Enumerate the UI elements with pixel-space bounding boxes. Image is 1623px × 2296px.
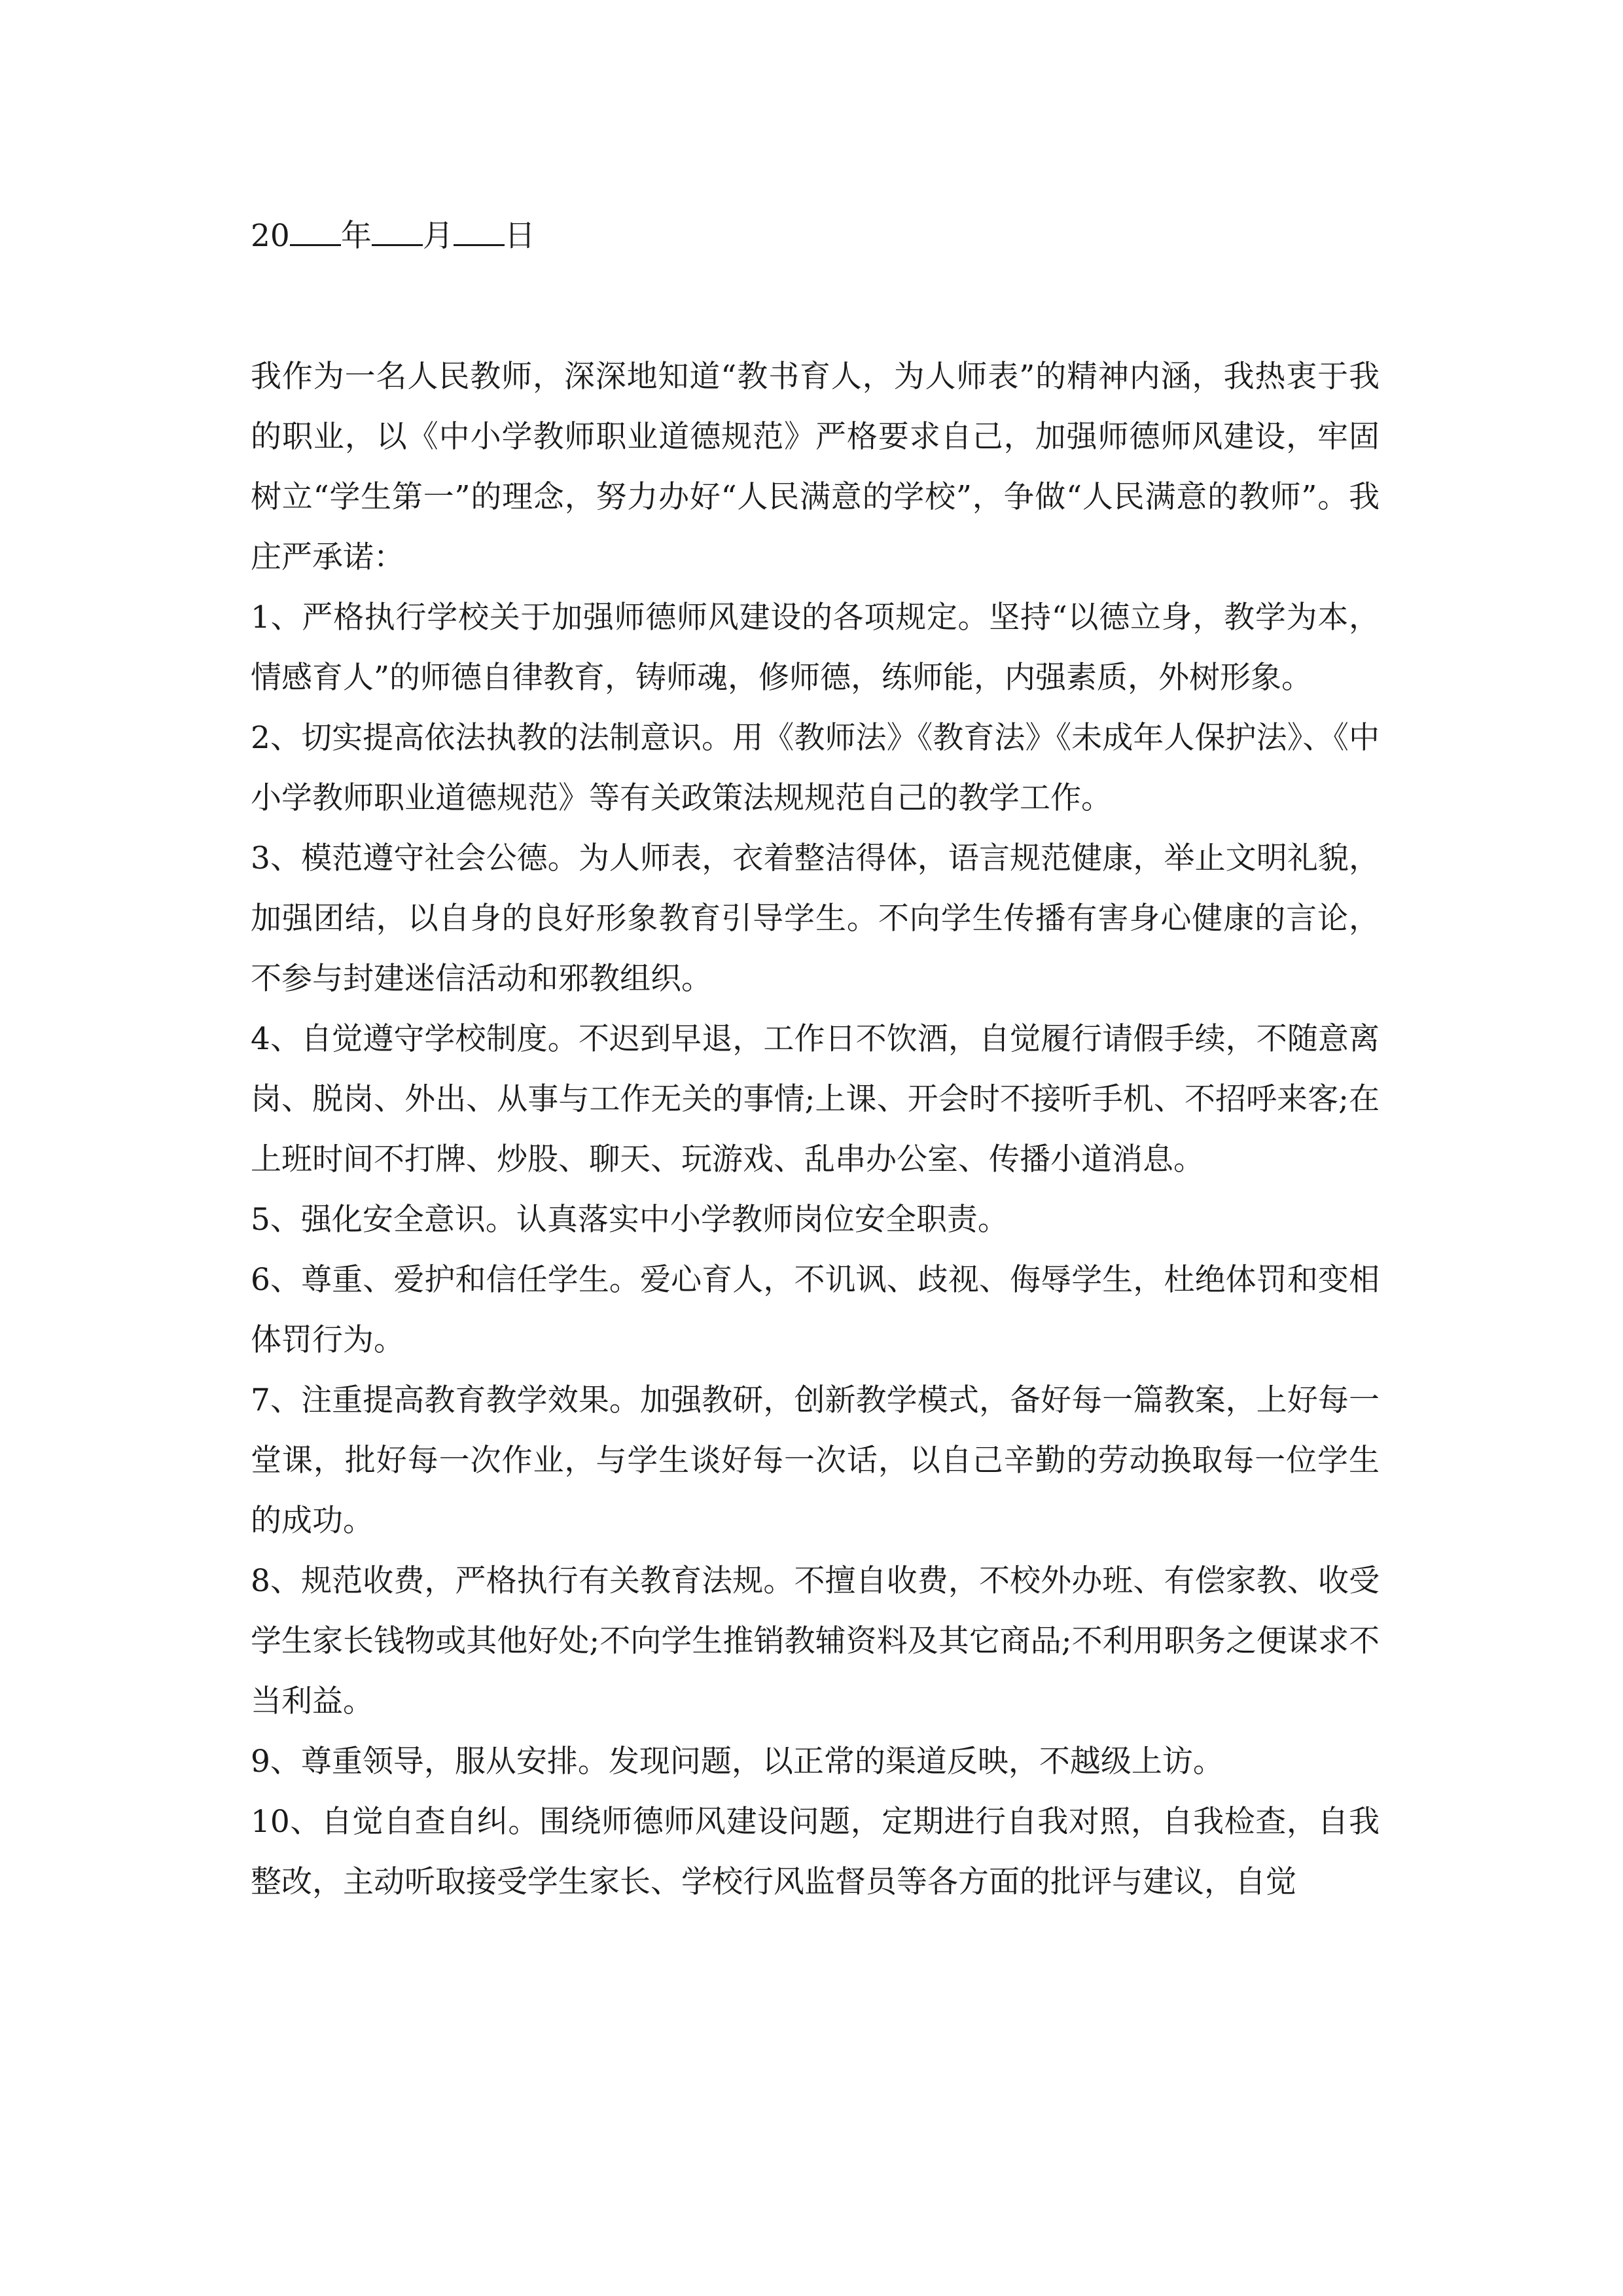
pledge-item-8: 8、规范收费，严格执行有关教育法规。不擅自收费，不校外办班、有偿家教、收受学生家长钱物或其他好处;不向学生推销教辅资料及其它商品;不利用职务之便谋求不当利益。 [251,1563,1380,1719]
date-month-suffix: 月 [422,218,454,254]
pledge-item-3: 3、模范遵守社会公德。为人师表，衣着整洁得体，语言规范健康，举止文明礼貌，加强团结，以自身的良好形象教育引导学生。不向学生传播有害身心健康的言论，不参与封建迷信活动和邪教组织。 [251,840,1380,997]
date-year-prefix: 20 [251,218,290,254]
pledge-item-7: 7、注重提高教育教学效果。加强教研，创新教学模式，备好每一篇教案，上好每一堂课，批好每一次作业，与学生谈好每一次话，以自己辛勤的劳动换取每一位学生的成功。 [251,1382,1380,1539]
pledge-item-2: 2、切实提高依法执教的法制意识。用《教师法》《教育法》《未成年人保护法》、《中小学教师职业道德规范》等有关政策法规规范自己的教学工作。 [251,720,1380,816]
document-body [251,206,1380,1912]
date-year-blank [290,206,341,246]
date-year-suffix: 年 [340,218,372,254]
pledge-item-6: 6、尊重、爱护和信任学生。爱心育人，不讥讽、歧视、侮辱学生，杜绝体罚和变相体罚行为。 [251,1262,1380,1358]
intro-paragraph: 我作为一名人民教师，深深地知道“教书育人，为人师表”的精神内涵，我热衷于我的职业，以《中小学教师职业道德规范》严格要求自己，加强师德师风建设，牢固树立“学生第一”的理念，努力办好“人民满意的学校”，争做“人民满意的教师”。我庄严承诺： [251,359,1380,575]
pledge-item-5: 5、强化安全意识。认真落实中小学教师岗位安全职责。 [251,1202,1008,1238]
pledge-item-9: 9、尊重领导，服从安排。发现问题，以正常的渠道反映，不越级上访。 [251,1744,1224,1780]
date-day-blank [454,206,505,246]
pledge-item-1: 1、严格执行学校关于加强师德师风建设的各项规定。坚持“以德立身，教学为本，情感育人”的师德自律教育，铸师魂，修师德，练师能，内强素质，外树形象。 [251,600,1380,696]
pledge-item-4: 4、自觉遵守学校制度。不迟到早退，工作日不饮酒，自觉履行请假手续，不随意离岗、脱岗、外出、从事与工作无关的事情;上课、开会时不接听手机、不招呼来客;在上班时间不打牌、炒股、聊天、玩游戏、乱串办公室、传播小道消息。 [251,1021,1380,1177]
date-line [251,206,1380,266]
date-month-blank [372,206,423,246]
date-day-suffix: 日 [504,218,535,254]
pledge-item-10: 10、自觉自查自纠。围绕师德师风建设问题，定期进行自我对照，自我检查，自我整改，主动听取接受学生家长、学校行风监督员等各方面的批评与建议，自觉 [251,1804,1380,1900]
